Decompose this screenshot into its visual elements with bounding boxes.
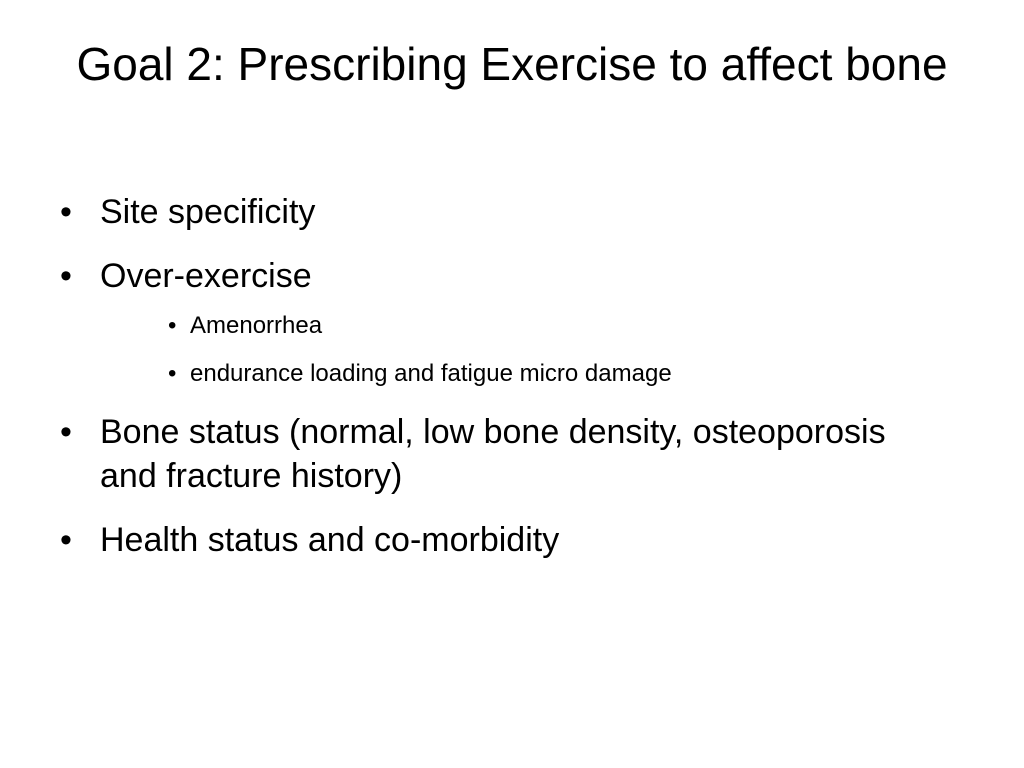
sub-bullet-text: Amenorrhea <box>190 312 323 339</box>
bullet-item <box>60 518 940 562</box>
sub-bullet-item <box>60 358 940 390</box>
bullet-item <box>60 254 940 390</box>
bullet-text: Bone status (normal, low bone density, osteoporosis and fracture history) <box>100 413 886 495</box>
sub-bullet-text: endurance loading and fatigue micro damage <box>190 360 672 387</box>
sub-bullet-item <box>60 310 940 342</box>
bullet-list <box>60 190 940 582</box>
slide-title: Goal 2: Prescribing Exercise to affect bone <box>76 38 948 90</box>
bullet-item <box>60 190 940 234</box>
sub-bullet-list <box>60 310 940 390</box>
bullet-text: Site specificity <box>100 193 316 231</box>
bullet-text: Health status and co-morbidity <box>100 521 560 559</box>
bullet-item <box>60 410 940 498</box>
bullet-text: Over-exercise <box>100 257 312 295</box>
